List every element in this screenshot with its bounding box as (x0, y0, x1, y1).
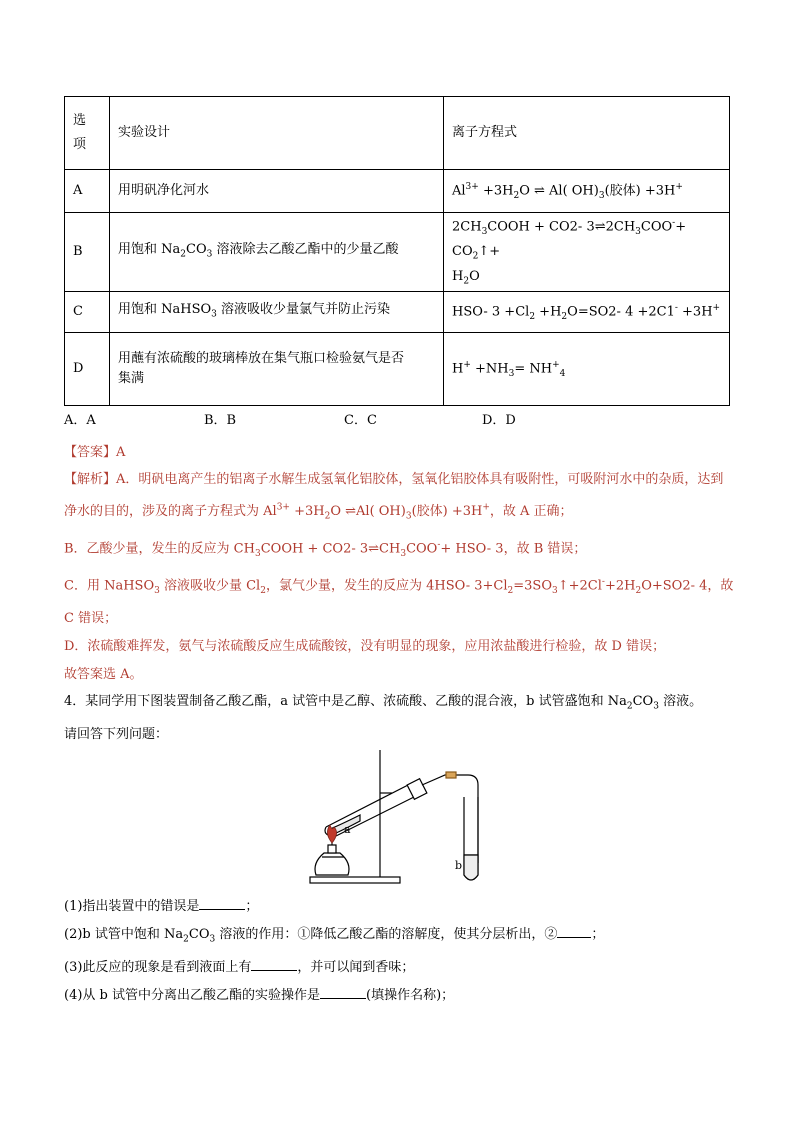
analysis-c: C．用 NaHSO$_3$ 溶液吸收少量 $Cl_2$，氯气少量，发生的反应为 4HSO- $3+Cl_2=3SO_3↑+2Cl^-+2H_2O+SO2-$ 4，故 C 错误； (64, 576, 734, 626)
sub-q2-text: (2)b 试管中饱和 $Na_2CO_3$ 溶液的作用：①降低乙酸乙酯的溶解度，使其分层析出，② (64, 927, 558, 945)
label-b: b (455, 859, 463, 872)
test-tube-a (325, 783, 418, 837)
header-option-char1: 选 (73, 113, 87, 128)
sub-q3 (64, 954, 734, 982)
row-design: 用蘸有浓硫酸的玻璃棒放在集气瓶口检验氨气是否 集满 (110, 333, 444, 406)
analysis-d: D．浓硫酸难挥发，氨气与浓硫酸反应生成硫酸铵，没有明显的现象，应用浓盐酸进行检验，故 D 错误； (64, 638, 666, 654)
rubber-connector (446, 772, 456, 778)
row-equation: $2CH_3COOH + CO2-$ $3\rightleftharpoons 2CH_3COO^-+$ $CO_2↑+$ $H_2O$ (444, 213, 730, 292)
row-design: 用明矾净化河水 (110, 170, 444, 213)
choice-d: D．D (482, 413, 516, 428)
row-option: D (65, 333, 110, 406)
test-tube-b (464, 797, 478, 880)
sub-questions (64, 893, 734, 1010)
analysis-a-text: A．明矾电离产生的铝离子水解生成氢氧化铝胶体，氢氧化铝胶体具有吸附性，可吸附河水中的杂质，达到净水的目的，涉及的离子方程式为 $Al^{3+} +3H_2O$ ⇌Al( $OH)_3$(胶体) +3H+，故 A 正确； (64, 472, 724, 522)
answer-blank-4[interactable] (320, 987, 366, 999)
row-equation: $H^+ +NH_3= NH^+_4$ (444, 333, 730, 406)
header-option (65, 97, 110, 170)
header-equation: 离子方程式 (444, 97, 730, 170)
row-equation: $Al^{3+} +3H_2O$ ⇌ Al( $OH)_3$(胶体) +3H+ (444, 170, 730, 213)
sub-q2-end: ； (591, 927, 605, 942)
row-design: 用饱和 $Na_2CO_3$ 溶液除去乙酸乙酯中的少量乙酸 (110, 213, 444, 292)
sub-q3-end: ，并可以闻到香味； (297, 959, 415, 975)
delivery-tube (422, 775, 478, 863)
analysis-prefix: 【解析】 (64, 472, 117, 487)
sub-q1-text: (1)指出装置中的错误是 (64, 899, 200, 914)
sub-q3-text: (3)此反应的现象是看到液面上有 (64, 959, 252, 975)
table-row (65, 292, 730, 333)
table-row (65, 170, 730, 213)
answer-blank-3[interactable] (251, 959, 297, 971)
choices-line (64, 409, 516, 428)
sub-q2 (64, 921, 734, 954)
analysis-conclusion: 故答案选 A。 (64, 666, 143, 682)
options-table (64, 96, 730, 406)
table-row (65, 333, 730, 406)
table-row (65, 213, 730, 292)
answer-blank-2[interactable] (557, 926, 591, 938)
row-option: C (65, 292, 110, 333)
sub-q1-end: ； (245, 899, 259, 914)
choice-b: B．B (204, 413, 237, 428)
header-option-char2: 项 (73, 137, 87, 152)
analysis-a (64, 466, 734, 531)
choice-a: A．A (64, 413, 96, 428)
answer-line: 【答案】A (64, 445, 126, 460)
answer-blank-1[interactable] (199, 898, 245, 910)
header-design: 实验设计 (110, 97, 444, 170)
question-4 (64, 688, 734, 749)
choice-c: C．C (344, 413, 377, 428)
analysis-block (64, 466, 734, 689)
q4-stem: 4．某同学用下图装置制备乙酸乙酯，a 试管中是乙醇、浓硫酸、乙酸的混合液，b 试管盛饱和 $Na_2CO_3$ 溶液。 (64, 694, 703, 712)
row-design: 用饱和 NaHSO$_3$ 溶液吸收少量氯气并防止污染 (110, 292, 444, 333)
q4-prompt: 请回答下列问题： (64, 726, 169, 742)
sub-q4 (64, 982, 734, 1010)
sub-q1 (64, 893, 734, 921)
sub-q4-end: (填操作名称)； (366, 987, 455, 1003)
analysis-b: B．乙酸少量，发生的反应为 $CH_3COOH + CO2-$ $3\rightleftharpoons CH_3COO^-+ HSO-$ 3，故 B 错误； (64, 539, 587, 559)
sub-q4-text: (4)从 b 试管中分离出乙酸乙酯的实验操作是 (64, 987, 321, 1003)
row-option: A (65, 170, 110, 213)
label-a: a (344, 823, 351, 836)
row-option: B (65, 213, 110, 292)
stand-base (310, 877, 400, 883)
table-header-row (65, 97, 730, 170)
stopper (407, 779, 427, 800)
row-equation: HSO- $3 +Cl_2 +H_2O=SO2-$ 4 +2C1- +3H+ (444, 292, 730, 333)
apparatus-figure (300, 745, 500, 890)
